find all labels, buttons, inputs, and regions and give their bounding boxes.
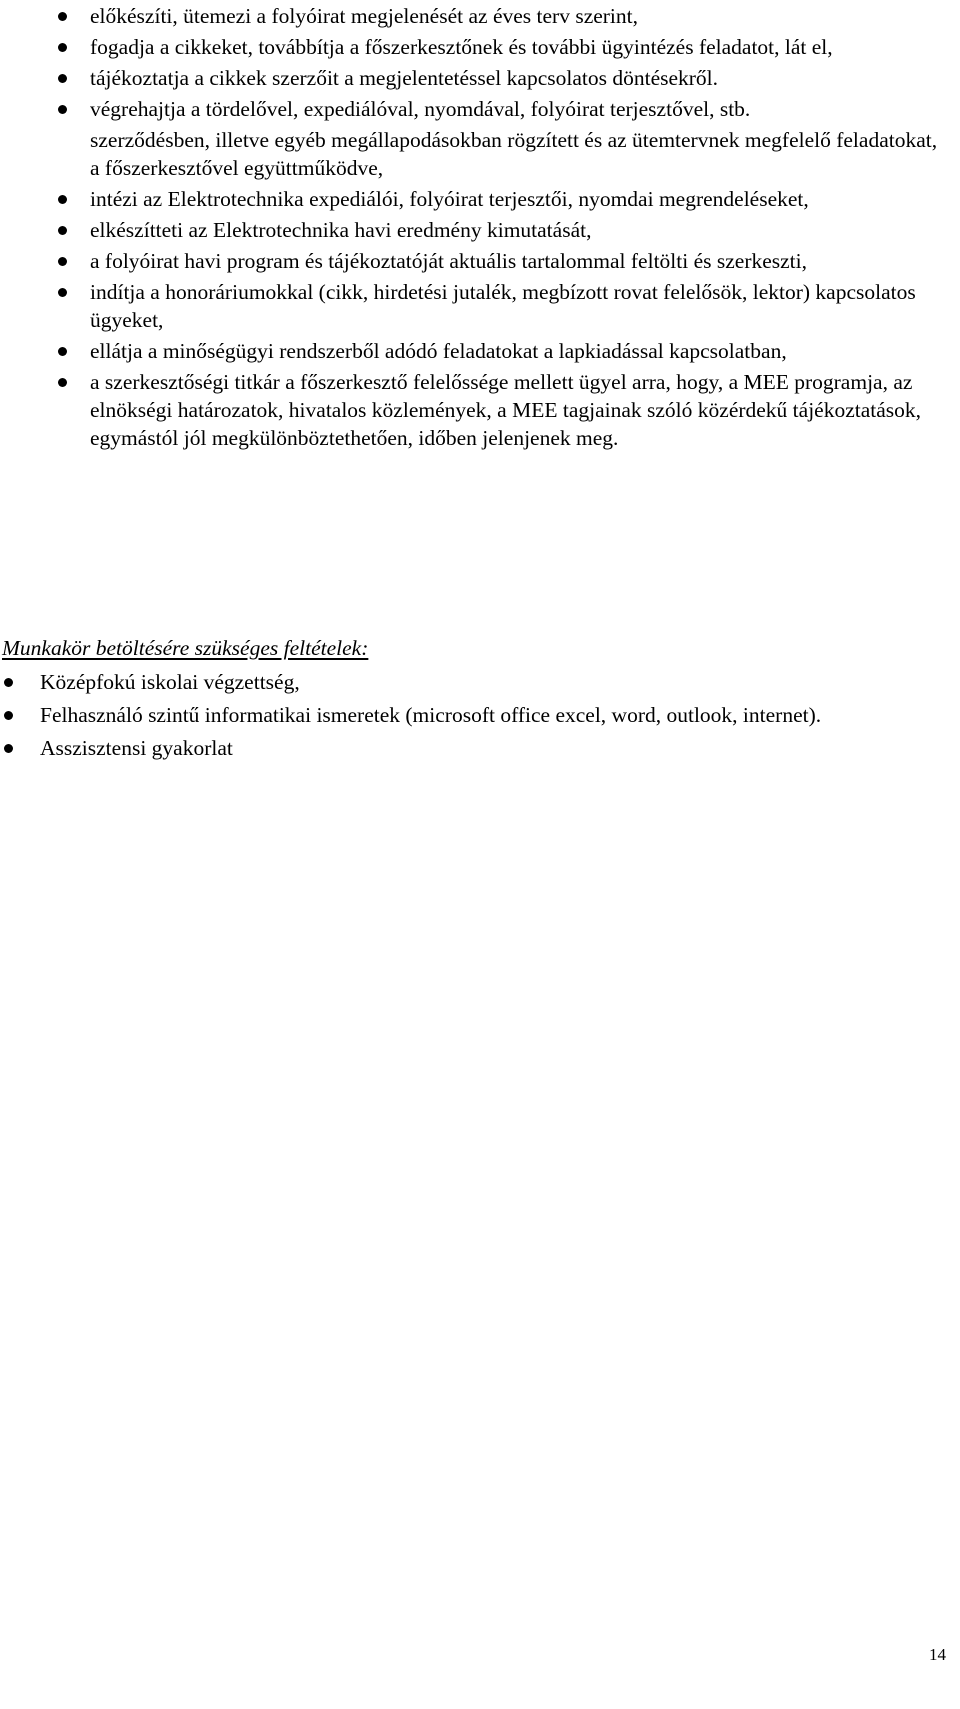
list-item-text: a szerkesztőségi titkár a főszerkesztő felelőssége mellett ügyel arra, hogy, a MEE programja, az elnökségi határozatok, hivatalos közlemények, a MEE tagjainak szóló közérdekű tájékoztatások, egymástól jól megkülönböztethetően, időben jelenjenek meg.: [90, 370, 922, 450]
list-item: [56, 64, 946, 92]
list-item-text: Asszisztensi gyakorlat: [40, 736, 233, 760]
list-item: [0, 733, 945, 763]
list-item: [56, 368, 946, 452]
list-item: [56, 247, 946, 275]
list-item-text: Felhasználó szintű informatikai ismeretek (microsoft office excel, word, outlook, internet).: [40, 703, 822, 727]
bullet-icon: [58, 43, 67, 52]
bullet-icon: [58, 195, 67, 204]
requirements-heading: Munkakör betöltésére szükséges feltételek:: [2, 636, 369, 660]
list-item: [56, 185, 946, 213]
list-item-text: végrehajtja a tördelővel, expediálóval, nyomdával, folyóirat terjesztővel, stb.: [90, 97, 751, 121]
list-item-text: ellátja a minőségügyi rendszerből adódó feladatokat a lapkiadással kapcsolatban,: [90, 339, 787, 363]
list-item-continuation: [56, 126, 946, 182]
list-item-text: Középfokú iskolai végzettség,: [40, 670, 300, 694]
list-item-text: szerződésben, illetve egyéb megállapodásokban rögzített és az ütemtervnek megfelelő feladatokat, a főszerkesztővel együttműködve,: [90, 128, 938, 180]
bullet-icon: [58, 105, 67, 114]
list-item: [56, 95, 946, 123]
bullet-icon: [58, 378, 67, 387]
list-item-text: a folyóirat havi program és tájékoztatóját aktuális tartalommal feltölti és szerkeszti,: [90, 249, 808, 273]
bullet-icon: [4, 711, 13, 720]
bullet-icon: [58, 226, 67, 235]
duties-list: [56, 2, 946, 455]
list-item-text: intézi az Elektrotechnika expediálói, folyóirat terjesztői, nyomdai megrendeléseket,: [90, 187, 809, 211]
list-item: [56, 216, 946, 244]
list-item: [56, 337, 946, 365]
bullet-icon: [4, 678, 13, 687]
bullet-icon: [4, 744, 13, 753]
list-item-text: előkészíti, ütemezi a folyóirat megjelenését az éves terv szerint,: [90, 4, 639, 28]
list-item: [56, 2, 946, 30]
list-item: [56, 278, 946, 334]
bullet-icon: [58, 347, 67, 356]
list-item-text: indítja a honoráriumokkal (cikk, hirdetési jutalék, megbízott rovat felelősök, lektor) kapcsolatos ügyeket,: [90, 280, 916, 332]
list-item: [0, 700, 945, 730]
requirements-list: [0, 667, 945, 766]
list-item: [0, 667, 945, 697]
list-item-text: elkészítteti az Elektrotechnika havi eredmény kimutatását,: [90, 218, 592, 242]
list-item-text: tájékoztatja a cikkek szerzőit a megjelentetéssel kapcsolatos döntésekről.: [90, 66, 719, 90]
bullet-icon: [58, 257, 67, 266]
bullet-icon: [58, 288, 67, 297]
bullet-icon: [58, 74, 67, 83]
page-number: 14: [929, 1645, 946, 1664]
list-item: [56, 33, 946, 61]
list-item-text: fogadja a cikkeket, továbbítja a főszerkesztőnek és további ügyintézés feladatot, lát el,: [90, 35, 833, 59]
bullet-icon: [58, 12, 67, 21]
